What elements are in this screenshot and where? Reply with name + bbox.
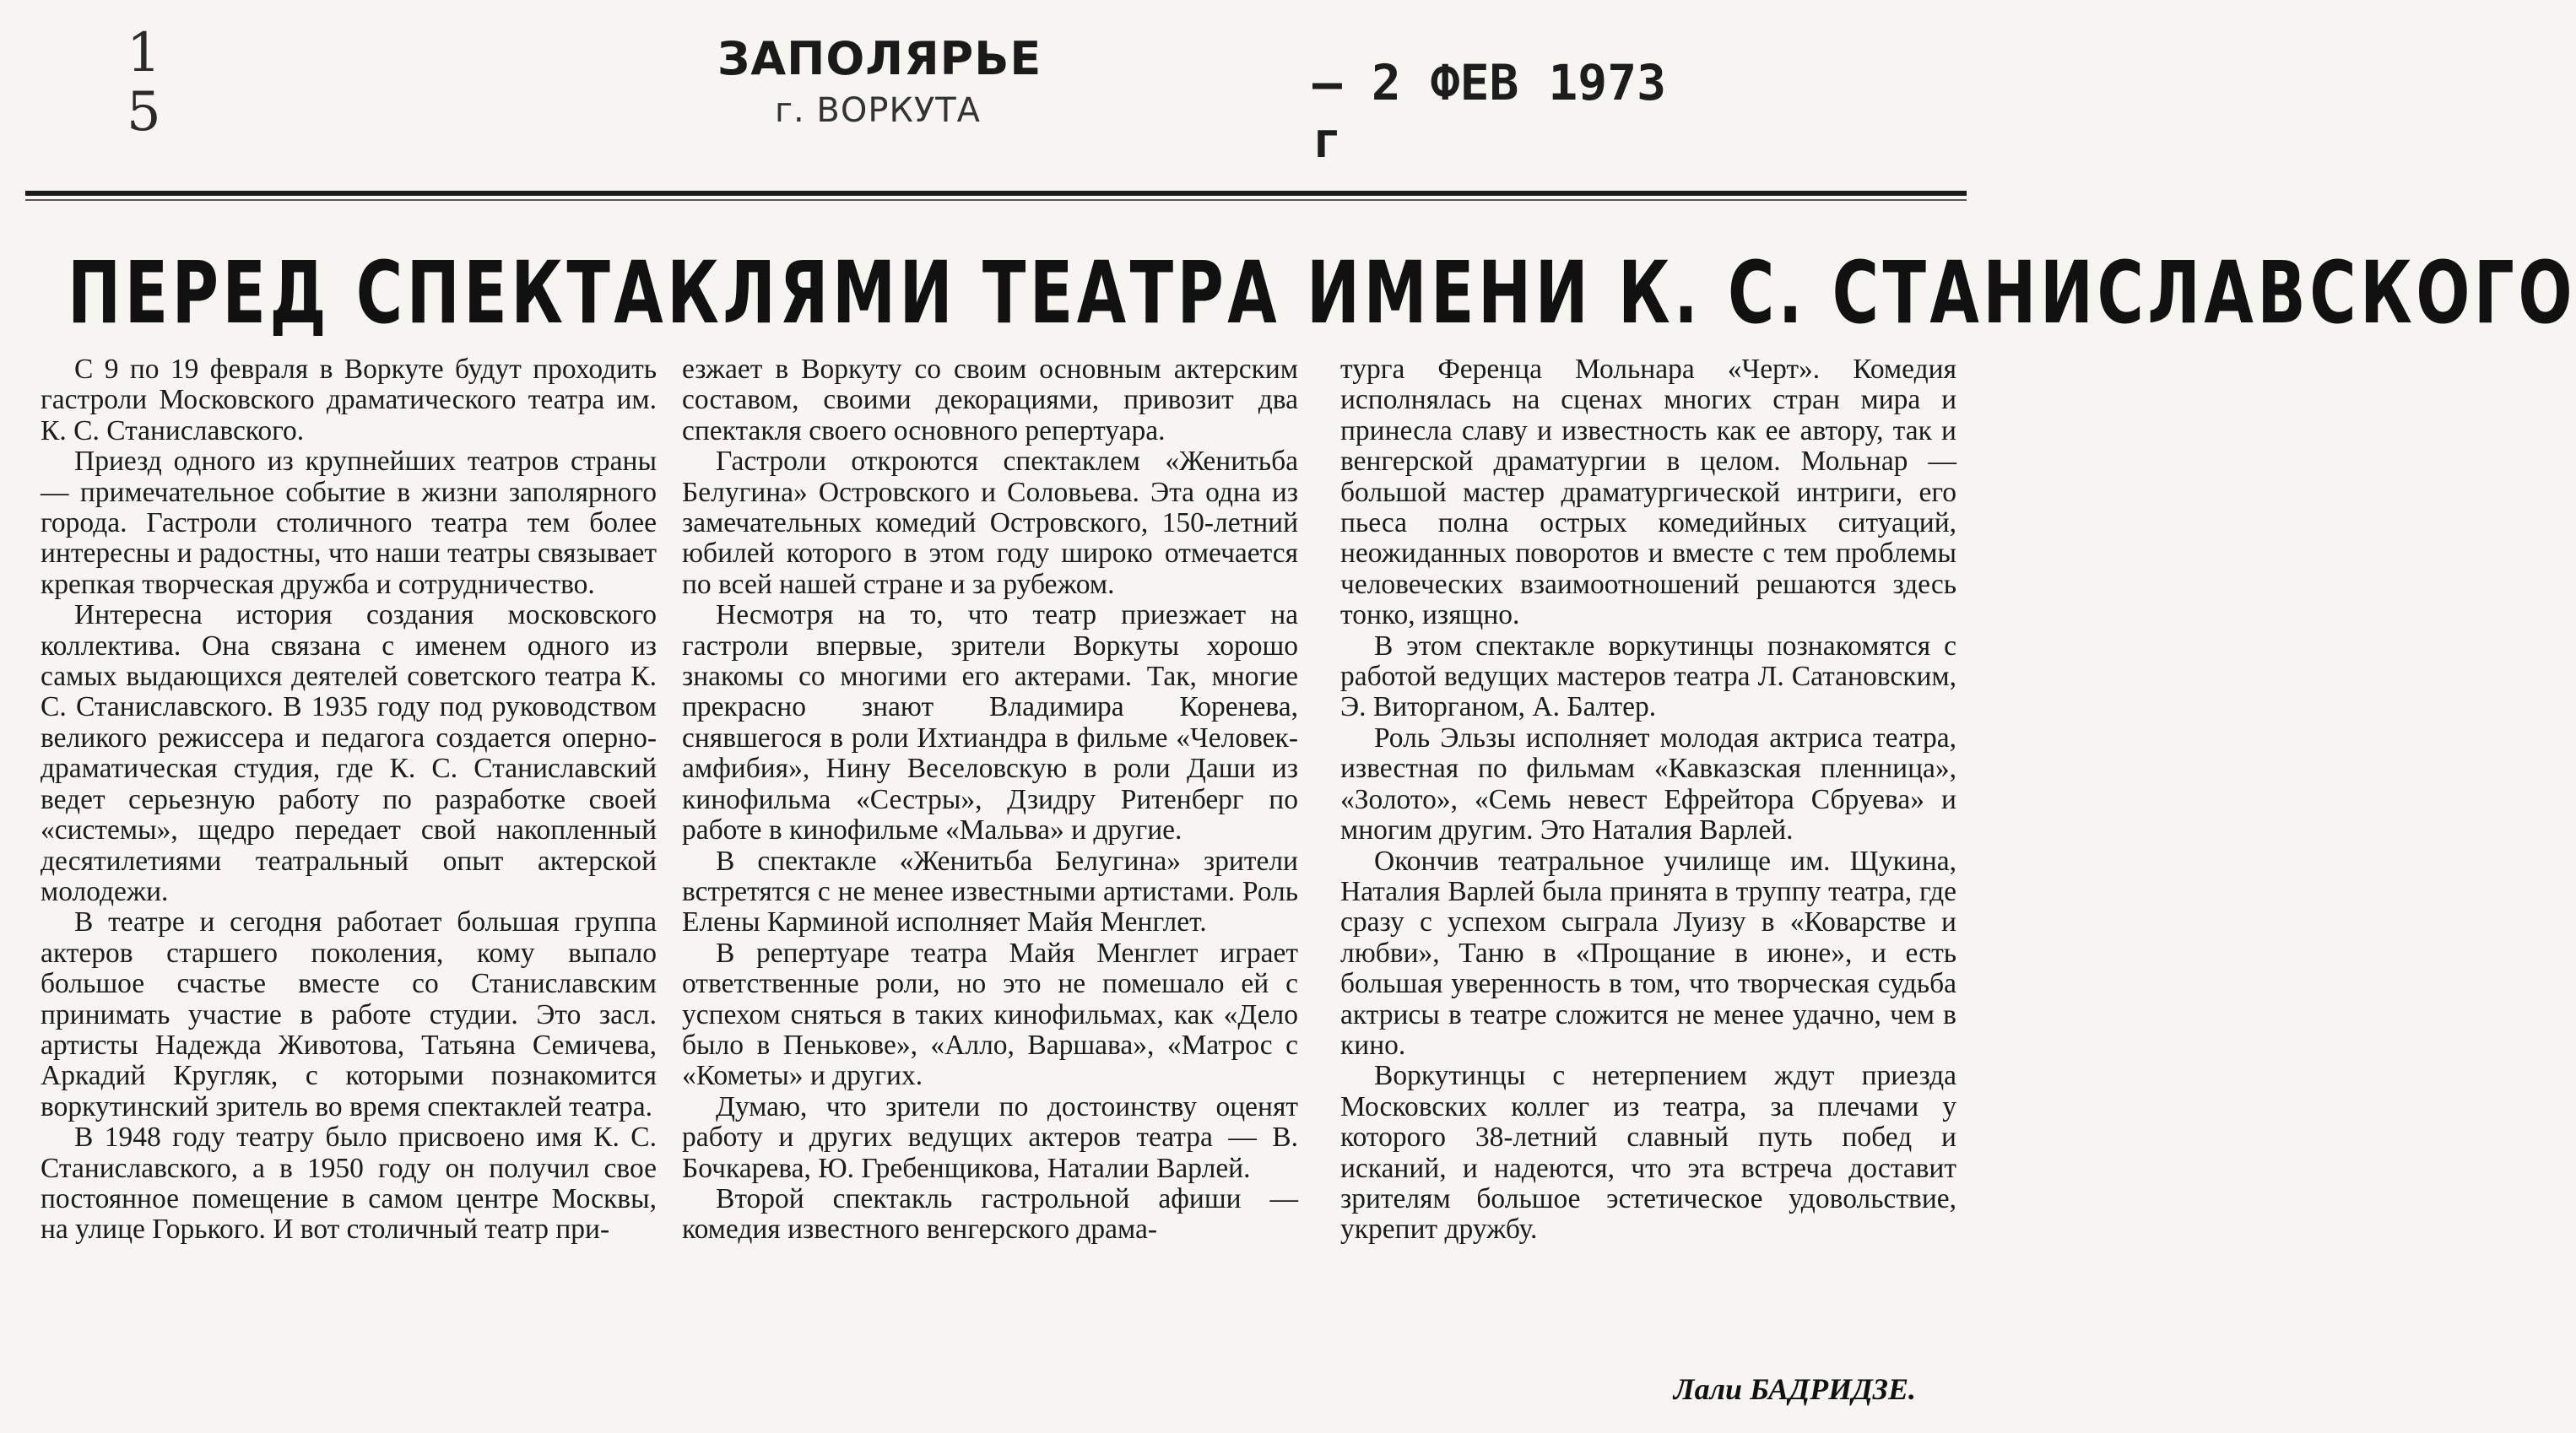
article-headline: ПЕРЕД СПЕКТАКЛЯМИ ТЕАТРА ИМЕНИ К. С. СТАНИСЛАВСКОГО (68, 243, 2576, 343)
paragraph: Несмотря на то, что театр приезжает на гастроли впервые, зрители Воркуты хорошо знакомы со многими его актерами. Так, многие прекрасно знают Владимира Коренева, снявшегося в роли Ихтиандра в фильме «Человек-амфибия», Нину Веселовскую в роли Даши из кинофильма «Сестры», Дзидру Ритенберг по работе в кинофильме «Мальва» и другие. (682, 599, 1298, 846)
paragraph: Воркутинцы с нетерпением ждут приезда Московских коллег из театра, за плечами у которого 38-летний славный путь побед и исканий, и надеются, что эта встреча доставит зрителям большое эстетическое удовольствие, укрепит дружбу. (1340, 1060, 1956, 1246)
margin-note-line: 1 (127, 22, 161, 84)
paragraph: Гастроли откроются спектаклем «Женитьба Белугина» Островского и Соловьева. Эта одна из замечательных комедий Островского, 150-летний юбилей которого в этом году широко отмечается по всей нашей стране и за рубежом. (682, 446, 1298, 600)
paragraph: езжает в Воркуту со своим основным актерским составом, своими декорациями, привозит два спектакля своего основного репертуара. (682, 354, 1298, 446)
paragraph: В 1948 году театру было присвоено имя К. С. Станиславского, а в 1950 году он получил свое постоянное помещение в самом центре Москвы, на улице Горького. И вот столичный театр при- (41, 1122, 657, 1246)
masthead-divider-thin (25, 199, 1967, 201)
paragraph: турга Ференца Мольнара «Черт». Комедия исполнялась на сценах многих стран мира и принесла славу и известность как ее автору, так и венгерской драматургии в целом. Мольнар — большой мастер драматургической интриги, его пьеса полна острых комедийных ситуаций, неожиданных поворотов и вместе с тем проблемы человеческих взаимоотношений решаются здесь тонко, изящно. (1340, 354, 1956, 631)
date-stamp: – 2 ФЕВ 1973 г (1312, 54, 1667, 169)
paragraph: Роль Эльзы исполняет молодая актриса театра, известная по фильмам «Кавказская пленница», «Золото», «Семь невест Ефрейтора Сбруева» и многим другим. Это Наталия Варлей. (1340, 722, 1956, 846)
paragraph: Интересна история создания московского коллектива. Она связана с именем одного из самых выдающихся деятелей советского театра К. С. Станиславского. В 1935 году под руководством великого режиссера и педагога создается оперно-драматическая студия, где К. С. Станиславский ведет серьезную работу по разработке своей «системы», щедро передает свой накопленный десятилетиями театральный опыт актерской молодежи. (41, 599, 657, 907)
paragraph: Окончив театральное училище им. Щукина, Наталия Варлей была принята в труппу театра, где сразу с успехом сыграла Луизу в «Коварстве и любви», Таню в «Прощание в июне», и есть большая уверенность в том, что творческая судьба актрисы в театре сложится не менее удачно, чем в кино. (1340, 845, 1956, 1061)
author-signature: Лали БАДРИДЗЕ. (1673, 1372, 1916, 1406)
masthead-divider (25, 191, 1967, 196)
newspaper-city: г. ВОРКУТА (774, 91, 982, 130)
paragraph: Думаю, что зрители по достоинству оценят работу и других ведущих актеров театра — В. Бочкарева, Ю. Гребенщикова, Наталии Варлей. (682, 1090, 1298, 1184)
paragraph: В спектакле «Женитьба Белугина» зрители встретятся с не менее известными артистами. Роль Елены Карминой исполняет Майя Менглет. (682, 845, 1298, 938)
newspaper-name: ЗАПОЛЯРЬЕ (717, 32, 1042, 85)
article-column-2 (682, 354, 1298, 1246)
paragraph: Приезд одного из крупнейших театров страны — примечательное событие в жизни заполярного города. Гастроли столичного театра тем более интересны и радостны, что наши театры связывает крепкая творческая дружба и сотрудничество. (41, 446, 657, 600)
article-column-3 (1340, 354, 1956, 1246)
paragraph: В репертуаре театра Майя Менглет играет ответственные роли, но это не помешало ей с успехом сняться в таких кинофильмах, как «Дело было в Пенькове», «Алло, Варшава», «Матрос с «Кометы» и других. (682, 937, 1298, 1092)
handwritten-margin-note (127, 24, 194, 150)
paragraph: С 9 по 19 февраля в Воркуте будут проходить гастроли Московского драматического театра им. К. С. Станиславского. (41, 354, 657, 446)
paragraph: Второй спектакль гастрольной афиши — комедия известного венгерского драма- (682, 1182, 1298, 1246)
paragraph: В этом спектакле воркутинцы познакомятся с работой ведущих мастеров театра Л. Сатановским, Э. Виторганом, А. Балтер. (1340, 630, 1956, 723)
paragraph: В театре и сегодня работает большая группа актеров старшего поколения, кому выпало большое счастье вместе со Станиславским принимать участие в работе студии. Это засл. артисты Надежда Животова, Татьяна Семичева, Аркадий Кругляк, с которыми познакомится воркутинский зритель во время спектаклей театра. (41, 906, 657, 1122)
article-column-1 (41, 354, 657, 1246)
margin-note-line: 5 (127, 81, 161, 143)
